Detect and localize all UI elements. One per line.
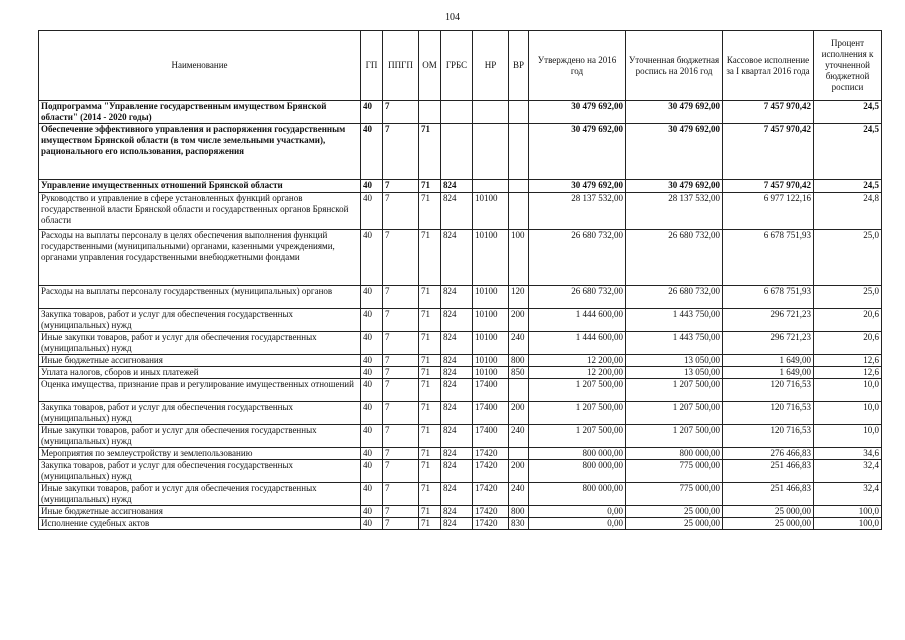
- cell-grbs: 824: [441, 518, 473, 530]
- cell-np: 10100: [473, 286, 509, 309]
- cell-cash: 276 466,83: [723, 448, 814, 460]
- cell-approved: 1 207 500,00: [529, 379, 626, 402]
- cell-refined: 25 000,00: [626, 518, 723, 530]
- cell-cash: 120 716,53: [723, 425, 814, 448]
- cell-ppgp: 7: [383, 286, 419, 309]
- cell-approved: 30 479 692,00: [529, 101, 626, 124]
- cell-name: Закупка товаров, работ и услуг для обеспечения государственных (муниципальных) нужд: [39, 309, 361, 332]
- cell-np: 17420: [473, 518, 509, 530]
- table-row: [39, 309, 882, 332]
- cell-gp: 40: [361, 309, 383, 332]
- cell-grbs: 824: [441, 355, 473, 367]
- cell-cash: 1 649,00: [723, 355, 814, 367]
- cell-grbs: 824: [441, 402, 473, 425]
- table-row: [39, 230, 882, 286]
- cell-gp: 40: [361, 506, 383, 518]
- cell-percent: 20,6: [814, 332, 882, 355]
- cell-cash: 7 457 970,42: [723, 180, 814, 193]
- cell-grbs: 824: [441, 483, 473, 506]
- cell-name: Мероприятия по землеустройству и землепользованию: [39, 448, 361, 460]
- page-number: 104: [445, 12, 460, 23]
- cell-grbs: 824: [441, 379, 473, 402]
- cell-percent: 32,4: [814, 483, 882, 506]
- header-np: НР: [473, 31, 509, 101]
- cell-gp: 40: [361, 124, 383, 180]
- cell-percent: 24,5: [814, 101, 882, 124]
- cell-refined: 1 443 750,00: [626, 332, 723, 355]
- cell-np: 10100: [473, 309, 509, 332]
- cell-name: Управление имущественных отношений Брянской области: [39, 180, 361, 193]
- cell-name: Уплата налогов, сборов и иных платежей: [39, 367, 361, 379]
- cell-ppgp: 7: [383, 506, 419, 518]
- cell-ppgp: 7: [383, 332, 419, 355]
- cell-percent: 24,5: [814, 124, 882, 180]
- cell-name: Иные бюджетные ассигнования: [39, 355, 361, 367]
- cell-approved: 30 479 692,00: [529, 180, 626, 193]
- cell-np: 17400: [473, 379, 509, 402]
- table-row: [39, 483, 882, 506]
- cell-gp: 40: [361, 448, 383, 460]
- cell-np: 17420: [473, 506, 509, 518]
- table-row: [39, 460, 882, 483]
- cell-cash: 6 678 751,93: [723, 230, 814, 286]
- cell-ppgp: 7: [383, 180, 419, 193]
- cell-name: Подпрограмма "Управление государственным имуществом Брянской области" (2014 - 2020 годы): [39, 101, 361, 124]
- header-approved: Утверждено на 2016 год: [529, 31, 626, 101]
- cell-om: 71: [419, 193, 441, 230]
- cell-vr: 240: [509, 483, 529, 506]
- cell-ppgp: 7: [383, 101, 419, 124]
- cell-om: 71: [419, 483, 441, 506]
- cell-percent: 10,0: [814, 402, 882, 425]
- cell-om: 71: [419, 425, 441, 448]
- cell-percent: 12,6: [814, 367, 882, 379]
- cell-ppgp: 7: [383, 402, 419, 425]
- cell-name: Закупка товаров, работ и услуг для обеспечения государственных (муниципальных) нужд: [39, 460, 361, 483]
- cell-ppgp: 7: [383, 230, 419, 286]
- cell-approved: 28 137 532,00: [529, 193, 626, 230]
- cell-cash: 251 466,83: [723, 460, 814, 483]
- cell-np: 10100: [473, 193, 509, 230]
- cell-approved: 800 000,00: [529, 460, 626, 483]
- cell-cash: 7 457 970,42: [723, 101, 814, 124]
- cell-ppgp: 7: [383, 193, 419, 230]
- cell-approved: 1 207 500,00: [529, 402, 626, 425]
- cell-gp: 40: [361, 180, 383, 193]
- cell-grbs: [441, 101, 473, 124]
- cell-approved: 12 200,00: [529, 367, 626, 379]
- cell-np: 17400: [473, 402, 509, 425]
- cell-gp: 40: [361, 379, 383, 402]
- cell-gp: 40: [361, 193, 383, 230]
- cell-cash: 7 457 970,42: [723, 124, 814, 180]
- cell-om: 71: [419, 460, 441, 483]
- cell-ppgp: 7: [383, 460, 419, 483]
- table-row: [39, 425, 882, 448]
- cell-ppgp: 7: [383, 309, 419, 332]
- cell-vr: 200: [509, 309, 529, 332]
- cell-refined: 13 050,00: [626, 355, 723, 367]
- cell-refined: 1 443 750,00: [626, 309, 723, 332]
- cell-name: Расходы на выплаты персоналу государственных (муниципальных) органов: [39, 286, 361, 309]
- cell-np: 17420: [473, 460, 509, 483]
- cell-percent: 12,6: [814, 355, 882, 367]
- cell-grbs: 824: [441, 448, 473, 460]
- header-vr: ВР: [509, 31, 529, 101]
- cell-cash: 296 721,23: [723, 309, 814, 332]
- cell-gp: 40: [361, 460, 383, 483]
- cell-gp: 40: [361, 230, 383, 286]
- cell-grbs: [441, 124, 473, 180]
- cell-percent: 100,0: [814, 506, 882, 518]
- header-om: ОМ: [419, 31, 441, 101]
- cell-vr: 800: [509, 355, 529, 367]
- cell-approved: 12 200,00: [529, 355, 626, 367]
- cell-gp: 40: [361, 101, 383, 124]
- cell-name: Расходы на выплаты персоналу в целях обеспечения выполнения функций государственными (муниципальными) органами, казенными учреждениями, органами управления государственными внебюджетными фондами: [39, 230, 361, 286]
- cell-np: [473, 124, 509, 180]
- cell-vr: 240: [509, 332, 529, 355]
- table-row: [39, 124, 882, 180]
- cell-om: 71: [419, 402, 441, 425]
- cell-approved: 26 680 732,00: [529, 286, 626, 309]
- cell-ppgp: 7: [383, 425, 419, 448]
- cell-vr: [509, 101, 529, 124]
- cell-om: 71: [419, 124, 441, 180]
- cell-vr: 200: [509, 460, 529, 483]
- cell-approved: 800 000,00: [529, 483, 626, 506]
- table-row: [39, 448, 882, 460]
- cell-grbs: 824: [441, 309, 473, 332]
- cell-gp: 40: [361, 332, 383, 355]
- cell-refined: 30 479 692,00: [626, 180, 723, 193]
- cell-refined: 1 207 500,00: [626, 379, 723, 402]
- cell-vr: [509, 180, 529, 193]
- cell-refined: 775 000,00: [626, 483, 723, 506]
- cell-vr: 240: [509, 425, 529, 448]
- cell-percent: 20,6: [814, 309, 882, 332]
- cell-gp: 40: [361, 425, 383, 448]
- cell-approved: 1 207 500,00: [529, 425, 626, 448]
- cell-np: 17400: [473, 425, 509, 448]
- cell-gp: 40: [361, 286, 383, 309]
- cell-refined: 30 479 692,00: [626, 101, 723, 124]
- cell-refined: 30 479 692,00: [626, 124, 723, 180]
- cell-vr: [509, 448, 529, 460]
- cell-vr: 200: [509, 402, 529, 425]
- cell-refined: 25 000,00: [626, 506, 723, 518]
- cell-name: Исполнение судебных актов: [39, 518, 361, 530]
- cell-ppgp: 7: [383, 448, 419, 460]
- cell-vr: 800: [509, 506, 529, 518]
- header-grbs: ГРБС: [441, 31, 473, 101]
- table-row: [39, 402, 882, 425]
- header-cash: Кассовое исполнение за I квартал 2016 года: [723, 31, 814, 101]
- cell-refined: 1 207 500,00: [626, 402, 723, 425]
- cell-ppgp: 7: [383, 367, 419, 379]
- cell-om: 71: [419, 180, 441, 193]
- table-row: [39, 180, 882, 193]
- cell-name: Иные закупки товаров, работ и услуг для обеспечения государственных (муниципальных) нужд: [39, 483, 361, 506]
- cell-gp: 40: [361, 402, 383, 425]
- table-row: [39, 367, 882, 379]
- cell-grbs: 824: [441, 193, 473, 230]
- table-row: [39, 355, 882, 367]
- header-gp: ГП: [361, 31, 383, 101]
- cell-cash: 25 000,00: [723, 518, 814, 530]
- cell-om: 71: [419, 448, 441, 460]
- cell-grbs: 824: [441, 460, 473, 483]
- cell-refined: 13 050,00: [626, 367, 723, 379]
- cell-approved: 0,00: [529, 506, 626, 518]
- cell-refined: 775 000,00: [626, 460, 723, 483]
- cell-cash: 1 649,00: [723, 367, 814, 379]
- cell-grbs: 824: [441, 367, 473, 379]
- cell-np: 17420: [473, 483, 509, 506]
- cell-grbs: 824: [441, 230, 473, 286]
- cell-np: [473, 101, 509, 124]
- cell-percent: 24,5: [814, 180, 882, 193]
- cell-approved: 800 000,00: [529, 448, 626, 460]
- cell-om: 71: [419, 518, 441, 530]
- cell-refined: 26 680 732,00: [626, 230, 723, 286]
- cell-name: Руководство и управление в сфере установленных функций органов государственной власти Брянской области и государственных органов Брянской области: [39, 193, 361, 230]
- cell-vr: [509, 193, 529, 230]
- cell-percent: 25,0: [814, 286, 882, 309]
- table-row: [39, 506, 882, 518]
- cell-gp: 40: [361, 367, 383, 379]
- cell-ppgp: 7: [383, 483, 419, 506]
- cell-cash: 120 716,53: [723, 402, 814, 425]
- budget-table: [38, 30, 882, 530]
- table-row: [39, 193, 882, 230]
- cell-gp: 40: [361, 518, 383, 530]
- header-row: [39, 31, 882, 101]
- header-name: Наименование: [39, 31, 361, 101]
- cell-np: 17420: [473, 448, 509, 460]
- cell-ppgp: 7: [383, 379, 419, 402]
- header-ppgp: ППГП: [383, 31, 419, 101]
- cell-om: 71: [419, 286, 441, 309]
- cell-om: 71: [419, 230, 441, 286]
- table-row: [39, 379, 882, 402]
- cell-grbs: 824: [441, 506, 473, 518]
- cell-om: 71: [419, 309, 441, 332]
- cell-approved: 0,00: [529, 518, 626, 530]
- cell-om: 71: [419, 379, 441, 402]
- cell-refined: 800 000,00: [626, 448, 723, 460]
- cell-om: [419, 101, 441, 124]
- cell-percent: 24,8: [814, 193, 882, 230]
- cell-vr: [509, 124, 529, 180]
- table-row: [39, 518, 882, 530]
- cell-gp: 40: [361, 355, 383, 367]
- cell-name: Оценка имущества, признание прав и регулирование имущественных отношений: [39, 379, 361, 402]
- cell-approved: 1 444 600,00: [529, 332, 626, 355]
- cell-approved: 30 479 692,00: [529, 124, 626, 180]
- cell-vr: 830: [509, 518, 529, 530]
- cell-grbs: 824: [441, 180, 473, 193]
- cell-ppgp: 7: [383, 355, 419, 367]
- cell-refined: 26 680 732,00: [626, 286, 723, 309]
- cell-refined: 28 137 532,00: [626, 193, 723, 230]
- cell-om: 71: [419, 355, 441, 367]
- cell-name: Иные бюджетные ассигнования: [39, 506, 361, 518]
- cell-np: 10100: [473, 230, 509, 286]
- cell-refined: 1 207 500,00: [626, 425, 723, 448]
- cell-percent: 32,4: [814, 460, 882, 483]
- header-refined: Уточненная бюджетная роспись на 2016 год: [626, 31, 723, 101]
- cell-np: [473, 180, 509, 193]
- cell-percent: 100,0: [814, 518, 882, 530]
- cell-np: 10100: [473, 332, 509, 355]
- table-body: [39, 101, 882, 530]
- cell-name: Закупка товаров, работ и услуг для обеспечения государственных (муниципальных) нужд: [39, 402, 361, 425]
- cell-gp: 40: [361, 483, 383, 506]
- header-percent: Процент исполнения к уточненной бюджетной росписи: [814, 31, 882, 101]
- cell-approved: 26 680 732,00: [529, 230, 626, 286]
- cell-vr: 100: [509, 230, 529, 286]
- cell-grbs: 824: [441, 332, 473, 355]
- cell-cash: 6 977 122,16: [723, 193, 814, 230]
- cell-om: 71: [419, 506, 441, 518]
- cell-ppgp: 7: [383, 518, 419, 530]
- cell-name: Обеспечение эффективного управления и распоряжения государственным имуществом Брянской области (в том числе земельными участками), рационального его использования, распоряжения: [39, 124, 361, 180]
- cell-grbs: 824: [441, 286, 473, 309]
- cell-vr: [509, 379, 529, 402]
- cell-om: 71: [419, 332, 441, 355]
- cell-percent: 10,0: [814, 425, 882, 448]
- cell-percent: 34,6: [814, 448, 882, 460]
- cell-ppgp: 7: [383, 124, 419, 180]
- cell-approved: 1 444 600,00: [529, 309, 626, 332]
- cell-cash: 25 000,00: [723, 506, 814, 518]
- cell-np: 10100: [473, 355, 509, 367]
- cell-percent: 10,0: [814, 379, 882, 402]
- table-row: [39, 332, 882, 355]
- cell-np: 10100: [473, 367, 509, 379]
- cell-om: 71: [419, 367, 441, 379]
- cell-cash: 251 466,83: [723, 483, 814, 506]
- cell-percent: 25,0: [814, 230, 882, 286]
- cell-vr: 850: [509, 367, 529, 379]
- table-row: [39, 101, 882, 124]
- cell-vr: 120: [509, 286, 529, 309]
- cell-name: Иные закупки товаров, работ и услуг для обеспечения государственных (муниципальных) нужд: [39, 332, 361, 355]
- cell-cash: 120 716,53: [723, 379, 814, 402]
- cell-name: Иные закупки товаров, работ и услуг для обеспечения государственных (муниципальных) нужд: [39, 425, 361, 448]
- table-row: [39, 286, 882, 309]
- cell-cash: 296 721,23: [723, 332, 814, 355]
- cell-cash: 6 678 751,93: [723, 286, 814, 309]
- cell-grbs: 824: [441, 425, 473, 448]
